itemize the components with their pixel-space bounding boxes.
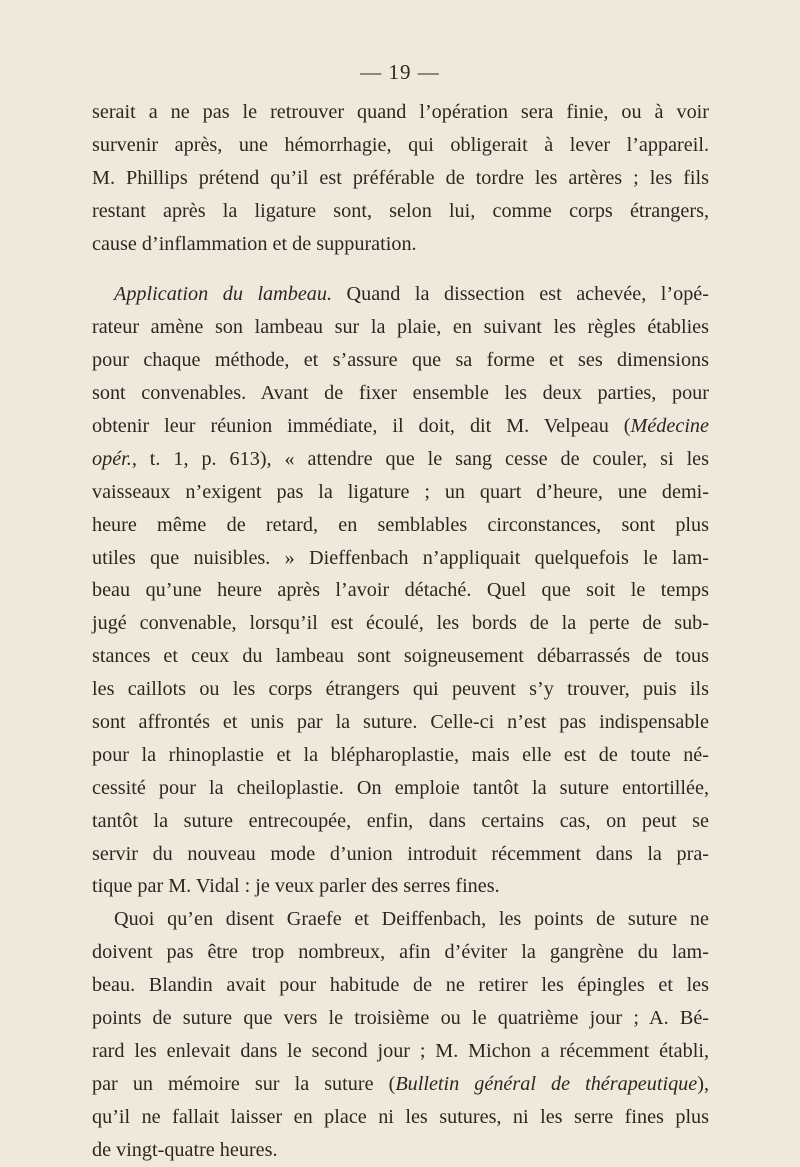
text-segment: tique par M. Vidal : je veux parler des serres fines. [92, 875, 500, 898]
text-line [92, 936, 709, 969]
text-line [92, 476, 709, 509]
text-line [92, 870, 709, 903]
text-line [92, 640, 709, 673]
paragraph [92, 278, 709, 903]
italic-text: Application du lambeau. [114, 283, 333, 306]
text-segment: vaisseaux n’exigent pas la ligature ; un quart d’heure, une demi- [92, 480, 709, 503]
text-line [92, 542, 709, 575]
text-segment: beau. Blandin avait pour habitude de ne retirer les épingles et les [92, 974, 709, 997]
text-segment: sont affrontés et unis par la suture. Celle-ci n’est pas indispensable [92, 711, 709, 734]
text-segment: restant après la ligature sont, selon lui, comme corps étrangers, [92, 199, 709, 222]
text-line [92, 1035, 709, 1068]
text-segment: points de suture que vers le troisième ou le quatrième jour ; A. Bé- [92, 1007, 709, 1030]
text-segment: pour chaque méthode, et s’assure que sa forme et ses dimensions [92, 349, 709, 372]
text-line [92, 1134, 709, 1167]
italic-text: Médecine [630, 415, 709, 438]
text-segment: pour la rhinoplastie et la blépharoplastie, mais elle est de toute né- [92, 743, 709, 766]
text-line [92, 739, 709, 772]
text-segment: les caillots ou les corps étrangers qui peuvent s’y trouver, puis ils [92, 678, 709, 701]
text-line [92, 607, 709, 640]
text-line [92, 228, 709, 261]
text-segment: qu’il ne fallait laisser en place ni les sutures, ni les serre fines plus [92, 1105, 709, 1128]
text-segment: servir du nouveau mode d’union introduit récemment dans la pra- [92, 842, 709, 865]
page-number: — 19 — [360, 60, 440, 84]
text-segment: sont convenables. Avant de fixer ensemble les deux parties, pour [92, 382, 709, 405]
text-segment: beau qu’une heure après l’avoir détaché. Quel que soit le temps [92, 579, 709, 602]
italic-text: Bulletin général de thérapeutique [395, 1072, 698, 1095]
text-segment: jugé convenable, lorsqu’il est écoulé, les bords de la perte de sub- [92, 612, 709, 635]
text-segment: doivent pas être trop nombreux, afin d’éviter la gangrène du lam- [92, 941, 709, 964]
text-line [92, 509, 709, 542]
text-segment: rateur amène son lambeau sur la plaie, en suivant les règles établies [92, 316, 709, 339]
text-line [92, 1101, 709, 1134]
text-line [92, 443, 709, 476]
italic-text: opér. [92, 447, 132, 470]
text-line [92, 673, 709, 706]
body-text [92, 96, 709, 1167]
text-line [92, 129, 709, 162]
text-line [92, 772, 709, 805]
text-segment: heure même de retard, en semblables circonstances, sont plus [92, 513, 709, 536]
text-line [92, 377, 709, 410]
text-segment: cause d’inflammation et de suppuration. [92, 232, 417, 255]
text-segment: , t. 1, p. 613), « attendre que le sang cesse de couler, si les [131, 447, 709, 470]
text-segment: stances et ceux du lambeau sont soigneusement débarrassés de tous [92, 645, 709, 668]
text-segment: Quand la dissection est achevée, l’opé- [332, 283, 709, 306]
text-segment: rard les enlevait dans le second jour ; M. Michon a récemment établi, [92, 1039, 709, 1062]
text-segment: tantôt la suture entrecoupée, enfin, dans certains cas, on peut se [92, 809, 709, 832]
text-line [92, 1068, 709, 1101]
text-segment: utiles que nuisibles. » Dieffenbach n’appliquait quelquefois le lam- [92, 546, 709, 569]
text-line [92, 162, 709, 195]
text-line [92, 706, 709, 739]
text-segment: ), [697, 1072, 709, 1095]
text-segment: M. Phillips prétend qu’il est préférable de tordre les artères ; les fils [92, 166, 709, 189]
text-line [92, 278, 709, 311]
paragraph [92, 903, 709, 1166]
text-line [92, 1002, 709, 1035]
text-line [92, 903, 709, 936]
text-line [92, 410, 709, 443]
text-segment: cessité pour la cheiloplastie. On emploie tantôt la suture entortillée, [92, 776, 709, 799]
paragraph-gap [92, 260, 709, 278]
text-segment: survenir après, une hémorrhagie, qui obligerait à lever l’appareil. [92, 133, 709, 156]
paragraph [92, 96, 709, 260]
text-line [92, 311, 709, 344]
text-segment: obtenir leur réunion immédiate, il doit, dit M. Velpeau ( [92, 415, 631, 438]
text-line [92, 805, 709, 838]
text-line [92, 195, 709, 228]
text-segment: par un mémoire sur la suture ( [92, 1072, 396, 1095]
text-segment: serait a ne pas le retrouver quand l’opération sera finie, ou à voir [92, 101, 709, 123]
text-line [92, 344, 709, 377]
text-line [92, 838, 709, 871]
text-line [92, 969, 709, 1002]
text-segment: de vingt-quatre heures. [92, 1138, 278, 1161]
text-line [92, 96, 709, 129]
text-segment: Quoi qu’en disent Graefe et Deiffenbach, les points de suture ne [114, 908, 709, 931]
text-line [92, 574, 709, 607]
